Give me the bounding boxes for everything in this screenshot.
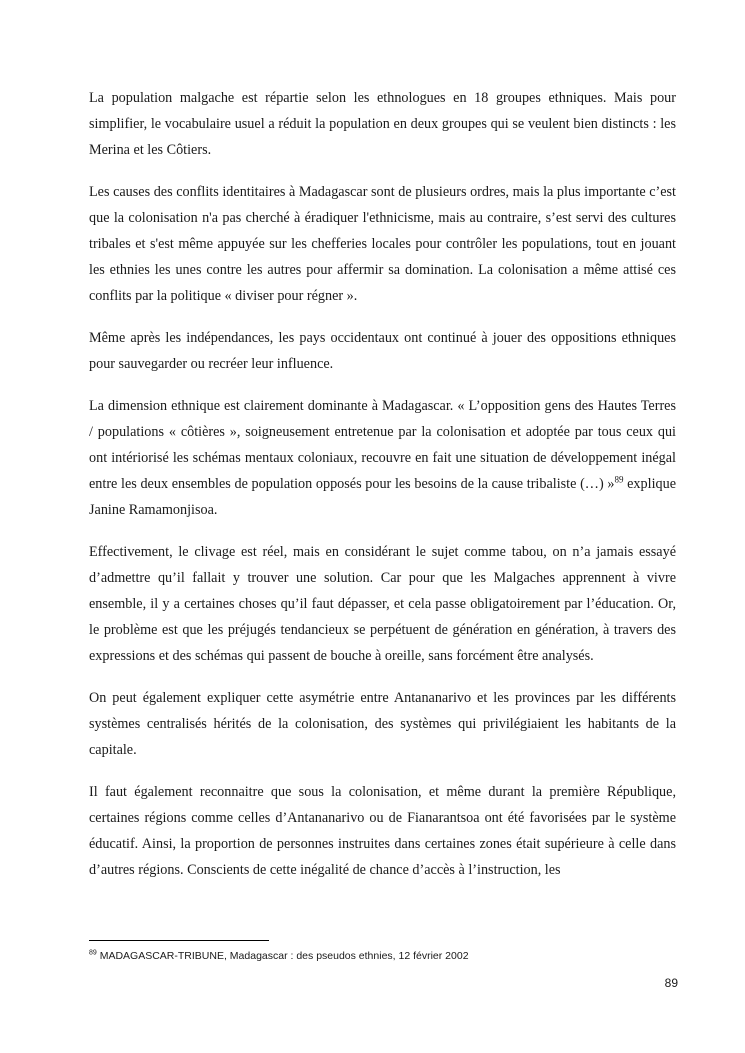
footnote-text: MADAGASCAR-TRIBUNE, Madagascar : des pseudos ethnies, 12 février 2002 (96, 950, 469, 962)
paragraph-5: Effectivement, le clivage est réel, mais en considérant le sujet comme tabou, on n’a jamais essayé d’admettre qu’il fallait y trouver une solution. Car pour que les Malgaches apprennent à vivre ensemble, il y a certaines choses qu’il faut dépasser, et cela passe obligatoirement par l’éducation. Or, le problème est que les préjugés tendancieux se perpétuent de génération en génération, à travers des expressions et des schémas qui passent de bouche à oreille, sans forcément être analysés. (89, 544, 676, 664)
paragraph-6: On peut également expliquer cette asymétrie entre Antananarivo et les provinces par les différents systèmes centralisés hérités de la colonisation, des systèmes qui privilégiaient les habitants de la capitale. (89, 690, 676, 758)
paragraph-3: Même après les indépendances, les pays occidentaux ont continué à jouer des oppositions ethniques pour sauvegarder ou recréer leur influence. (89, 330, 676, 372)
footnote-divider (89, 940, 269, 941)
footnote-number: 89 (89, 949, 97, 957)
body-text (89, 85, 676, 899)
paragraph-4 (89, 393, 676, 523)
footnote-reference[interactable]: 89 (614, 474, 624, 485)
footnote (89, 949, 676, 963)
quote-attribution: explique Janine Ramamonjisoa. (89, 476, 676, 518)
paragraph-7: Il faut également reconnaitre que sous la colonisation, et même durant la première République, certaines régions comme celles d’Antananarivo ou de Fianarantsoa ont été favorisées par le système éducatif. Ainsi, la proportion de personnes instruites dans certaines zones était supérieure à celle dans d’autres régions. Conscients de cette inégalité de chance d’accès à l’instruction, les (89, 784, 676, 878)
paragraph-2: Les causes des conflits identitaires à Madagascar sont de plusieurs ordres, mais la plus importante c’est que la colonisation n'a pas cherché à éradiquer l'ethnicisme, mais au contraire, s’est servi des cultures tribales et s'est même appuyée sur les chefferies locales pour contrôler les populations, tout en jouant les ethnies les unes contre les autres pour affermir sa domination. La colonisation a même attisé ces conflits par la politique « diviser pour régner ». (89, 184, 676, 304)
paragraph-1: La population malgache est répartie selon les ethnologues en 18 groupes ethniques. Mais pour simplifier, le vocabulaire usuel a réduit la population en deux groupes qui se veulent bien distincts : les Merina et les Côtiers. (89, 90, 676, 158)
page-number: 89 (664, 976, 678, 990)
quote-text: La dimension ethnique est clairement dominante à Madagascar. « L’opposition gens des Hautes Terres / populations « côtières », soigneusement entretenue par la colonisation et adoptée par tous ceux qui ont intériorisé les schémas mentaux coloniaux, recouvre en fait une situation de développement inégal entre les deux ensembles de population opposés pour les besoins de la cause tribaliste (…) » (89, 398, 676, 492)
